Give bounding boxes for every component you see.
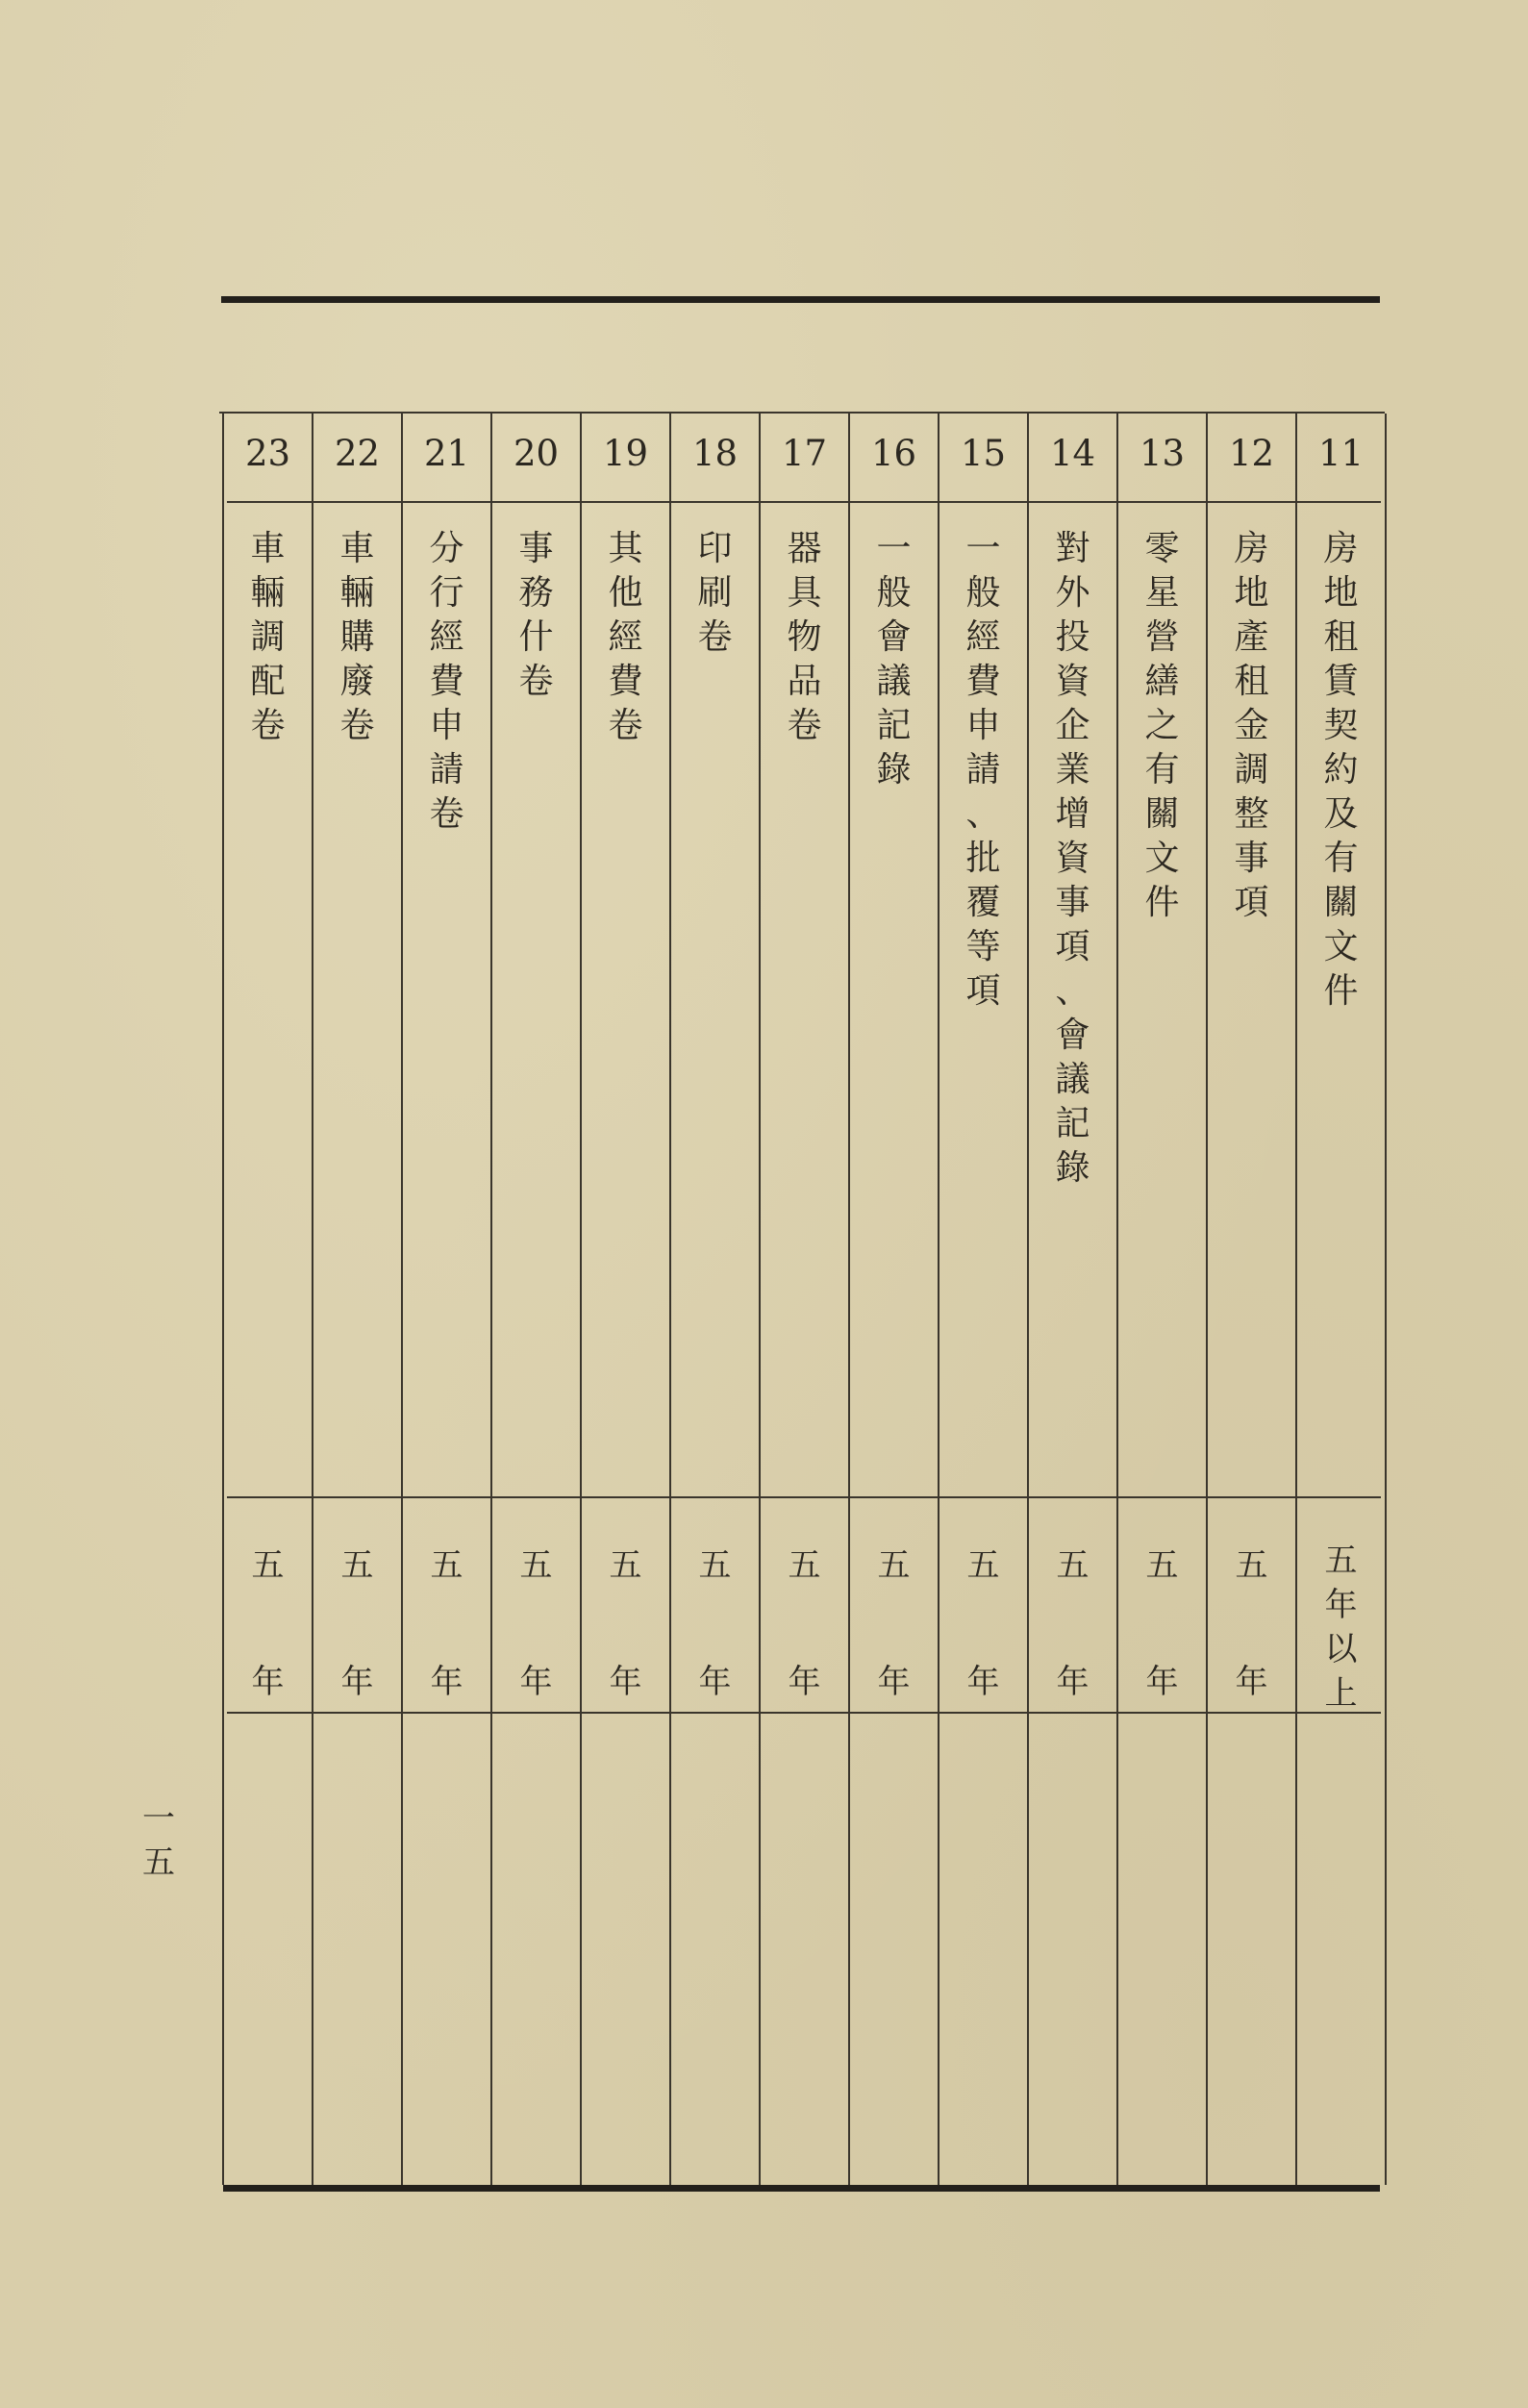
- item-number: 15: [960, 433, 1007, 474]
- title-char: 事: [1055, 883, 1090, 922]
- retention-char: 五: [340, 1546, 374, 1585]
- title-char: 其: [608, 529, 643, 568]
- title-char: 整: [1234, 794, 1269, 834]
- title-char: 件: [1144, 883, 1180, 922]
- title-char: 租: [1323, 617, 1359, 657]
- item-title: [1117, 527, 1207, 925]
- title-char: 星: [1144, 573, 1180, 613]
- table-column: [491, 412, 581, 2188]
- item-title: [1028, 527, 1117, 1191]
- title-char: 對: [1055, 529, 1090, 568]
- retention-char: 五: [519, 1546, 553, 1585]
- title-char: 之: [1144, 706, 1180, 745]
- title-char: 請: [965, 750, 1001, 790]
- title-char: 產: [1234, 617, 1269, 657]
- retention-char: 五: [1056, 1546, 1090, 1585]
- title-char: 事: [518, 529, 554, 568]
- retention-char: 年: [1324, 1586, 1358, 1624]
- table-column: [939, 412, 1028, 2188]
- retention-char: 五: [1145, 1546, 1179, 1585]
- title-char: 資: [1055, 662, 1090, 701]
- item-title: [223, 527, 313, 748]
- retention-char: 年: [430, 1663, 463, 1701]
- item-number: 16: [870, 433, 917, 474]
- title-char: 租: [1234, 662, 1269, 701]
- retention-period: [581, 1518, 670, 1719]
- title-char: 般: [965, 573, 1001, 613]
- title-char: 賃: [1323, 662, 1359, 701]
- retention-char: 五: [251, 1546, 285, 1585]
- title-char: 費: [429, 662, 464, 701]
- title-char: 有: [1323, 839, 1359, 878]
- title-char: 費: [965, 662, 1001, 701]
- table-column: [402, 412, 491, 2188]
- retention-char: 五: [1324, 1542, 1358, 1580]
- title-char: 、: [965, 794, 1001, 834]
- item-number: 21: [423, 433, 470, 474]
- retention-char: 年: [609, 1663, 642, 1701]
- title-char: 文: [1323, 927, 1359, 966]
- retention-char: 年: [1145, 1663, 1179, 1701]
- item-title: [1207, 527, 1296, 925]
- title-char: 項: [965, 971, 1001, 1011]
- table-column: [223, 412, 313, 2188]
- title-char: 關: [1323, 883, 1359, 922]
- retention-period: [760, 1518, 849, 1719]
- item-number: 17: [781, 433, 828, 474]
- retention-char: 年: [519, 1663, 553, 1701]
- retention-period: [849, 1518, 939, 1719]
- title-char: 卷: [518, 662, 554, 701]
- title-char: 般: [876, 573, 912, 613]
- retention-char: 年: [966, 1663, 1000, 1701]
- title-char: 項: [1055, 927, 1090, 966]
- title-char: 地: [1234, 573, 1269, 613]
- retention-period: [491, 1518, 581, 1719]
- retention-char: 五: [788, 1546, 821, 1585]
- item-title: [670, 527, 760, 660]
- title-char: 卷: [697, 617, 733, 657]
- retention-period: [313, 1518, 402, 1719]
- title-char: 印: [697, 529, 733, 568]
- title-char: 記: [1055, 1104, 1090, 1143]
- table-column: [1296, 412, 1386, 2188]
- title-char: 投: [1055, 617, 1090, 657]
- table-column: [1207, 412, 1296, 2188]
- title-char: 行: [429, 573, 464, 613]
- title-char: 增: [1055, 794, 1090, 834]
- title-char: 配: [250, 662, 286, 701]
- title-char: 經: [429, 617, 464, 657]
- title-char: 文: [1144, 839, 1180, 878]
- title-char: 零: [1144, 529, 1180, 568]
- retention-char: 年: [1056, 1663, 1090, 1701]
- retention-char: 五: [609, 1546, 642, 1585]
- title-char: 一: [876, 529, 912, 568]
- title-char: 卷: [339, 706, 375, 745]
- title-char: 務: [518, 573, 554, 613]
- top-rule: [221, 296, 1380, 303]
- retention-char: 年: [698, 1663, 732, 1701]
- title-char: 器: [787, 529, 822, 568]
- title-char: 卷: [429, 794, 464, 834]
- retention-period: [1296, 1518, 1386, 1719]
- title-char: 地: [1323, 573, 1359, 613]
- retention-char: 上: [1324, 1674, 1358, 1713]
- item-number: 13: [1139, 433, 1186, 474]
- page-number-char: 五: [142, 1844, 175, 1882]
- title-char: 契: [1323, 706, 1359, 745]
- title-char: 項: [1234, 883, 1269, 922]
- retention-period: [1117, 1518, 1207, 1719]
- item-title: [581, 527, 670, 748]
- item-number: 20: [513, 433, 560, 474]
- table-column: [670, 412, 760, 2188]
- title-char: 資: [1055, 839, 1090, 878]
- title-char: 等: [965, 927, 1001, 966]
- title-char: 約: [1323, 750, 1359, 790]
- table-column: [581, 412, 670, 2188]
- title-char: 分: [429, 529, 464, 568]
- title-char: 經: [965, 617, 1001, 657]
- title-char: 業: [1055, 750, 1090, 790]
- retention-char: 五: [1235, 1546, 1268, 1585]
- title-char: 會: [1055, 1016, 1090, 1055]
- item-title: [939, 527, 1028, 1014]
- title-char: 錄: [1055, 1148, 1090, 1188]
- item-number: 22: [334, 433, 381, 474]
- retention-char: 年: [788, 1663, 821, 1701]
- title-char: 申: [429, 706, 464, 745]
- title-char: 請: [429, 750, 464, 790]
- title-char: 他: [608, 573, 643, 613]
- title-char: 刷: [697, 573, 733, 613]
- title-char: 費: [608, 662, 643, 701]
- title-char: 經: [608, 617, 643, 657]
- title-char: 議: [1055, 1060, 1090, 1099]
- page-number-char: 一: [142, 1799, 175, 1838]
- retention-char: 五: [430, 1546, 463, 1585]
- title-char: 房: [1234, 529, 1269, 568]
- retention-period: [1028, 1518, 1117, 1719]
- title-char: 品: [787, 662, 822, 701]
- title-char: 件: [1323, 971, 1359, 1011]
- title-char: 調: [250, 617, 286, 657]
- title-char: 外: [1055, 573, 1090, 613]
- title-char: 廢: [339, 662, 375, 701]
- title-char: 批: [965, 839, 1001, 878]
- title-char: 企: [1055, 706, 1090, 745]
- title-char: 關: [1144, 794, 1180, 834]
- title-char: 什: [518, 617, 554, 657]
- title-char: 購: [339, 617, 375, 657]
- retention-char: 五: [877, 1546, 911, 1585]
- retention-char: 年: [340, 1663, 374, 1701]
- item-title: [849, 527, 939, 792]
- title-char: 有: [1144, 750, 1180, 790]
- title-char: 房: [1323, 529, 1359, 568]
- item-title: [760, 527, 849, 748]
- item-title: [491, 527, 581, 704]
- item-number: 12: [1228, 433, 1275, 474]
- page-number: [135, 1796, 183, 1885]
- table-column: [1028, 412, 1117, 2188]
- item-number: 19: [602, 433, 649, 474]
- title-char: 卷: [250, 706, 286, 745]
- title-char: 錄: [876, 750, 912, 790]
- retention-char: 年: [1235, 1663, 1268, 1701]
- table-column: [760, 412, 849, 2188]
- title-char: 記: [876, 706, 912, 745]
- title-char: 金: [1234, 706, 1269, 745]
- retention-period: [223, 1518, 313, 1719]
- table-column: [1117, 412, 1207, 2188]
- title-char: 車: [339, 529, 375, 568]
- retention-char: 以: [1324, 1630, 1358, 1668]
- item-title: [402, 527, 491, 837]
- item-number: 18: [691, 433, 739, 474]
- title-char: 覆: [965, 883, 1001, 922]
- table-column: [849, 412, 939, 2188]
- item-number: 11: [1317, 433, 1365, 474]
- retention-period: [670, 1518, 760, 1719]
- title-char: 輛: [339, 573, 375, 613]
- title-char: 具: [787, 573, 822, 613]
- retention-char: 五: [698, 1546, 732, 1585]
- item-number: 14: [1049, 433, 1096, 474]
- retention-period: [939, 1518, 1028, 1719]
- retention-char: 年: [877, 1663, 911, 1701]
- title-char: 營: [1144, 617, 1180, 657]
- title-char: 議: [876, 662, 912, 701]
- item-title: [313, 527, 402, 748]
- title-char: 申: [965, 706, 1001, 745]
- retention-period: [1207, 1518, 1296, 1719]
- title-char: 一: [965, 529, 1001, 568]
- title-char: 卷: [608, 706, 643, 745]
- title-char: 繕: [1144, 662, 1180, 701]
- title-char: 車: [250, 529, 286, 568]
- title-char: 卷: [787, 706, 822, 745]
- title-char: 事: [1234, 839, 1269, 878]
- item-title: [1296, 527, 1386, 1014]
- retention-char: 年: [251, 1663, 285, 1701]
- retention-char: 五: [966, 1546, 1000, 1585]
- title-char: 會: [876, 617, 912, 657]
- title-char: 輛: [250, 573, 286, 613]
- table-column: [313, 412, 402, 2188]
- title-char: 、: [1055, 971, 1090, 1011]
- title-char: 物: [787, 617, 822, 657]
- item-number: 23: [244, 433, 291, 474]
- title-char: 及: [1323, 794, 1359, 834]
- retention-period: [402, 1518, 491, 1719]
- title-char: 調: [1234, 750, 1269, 790]
